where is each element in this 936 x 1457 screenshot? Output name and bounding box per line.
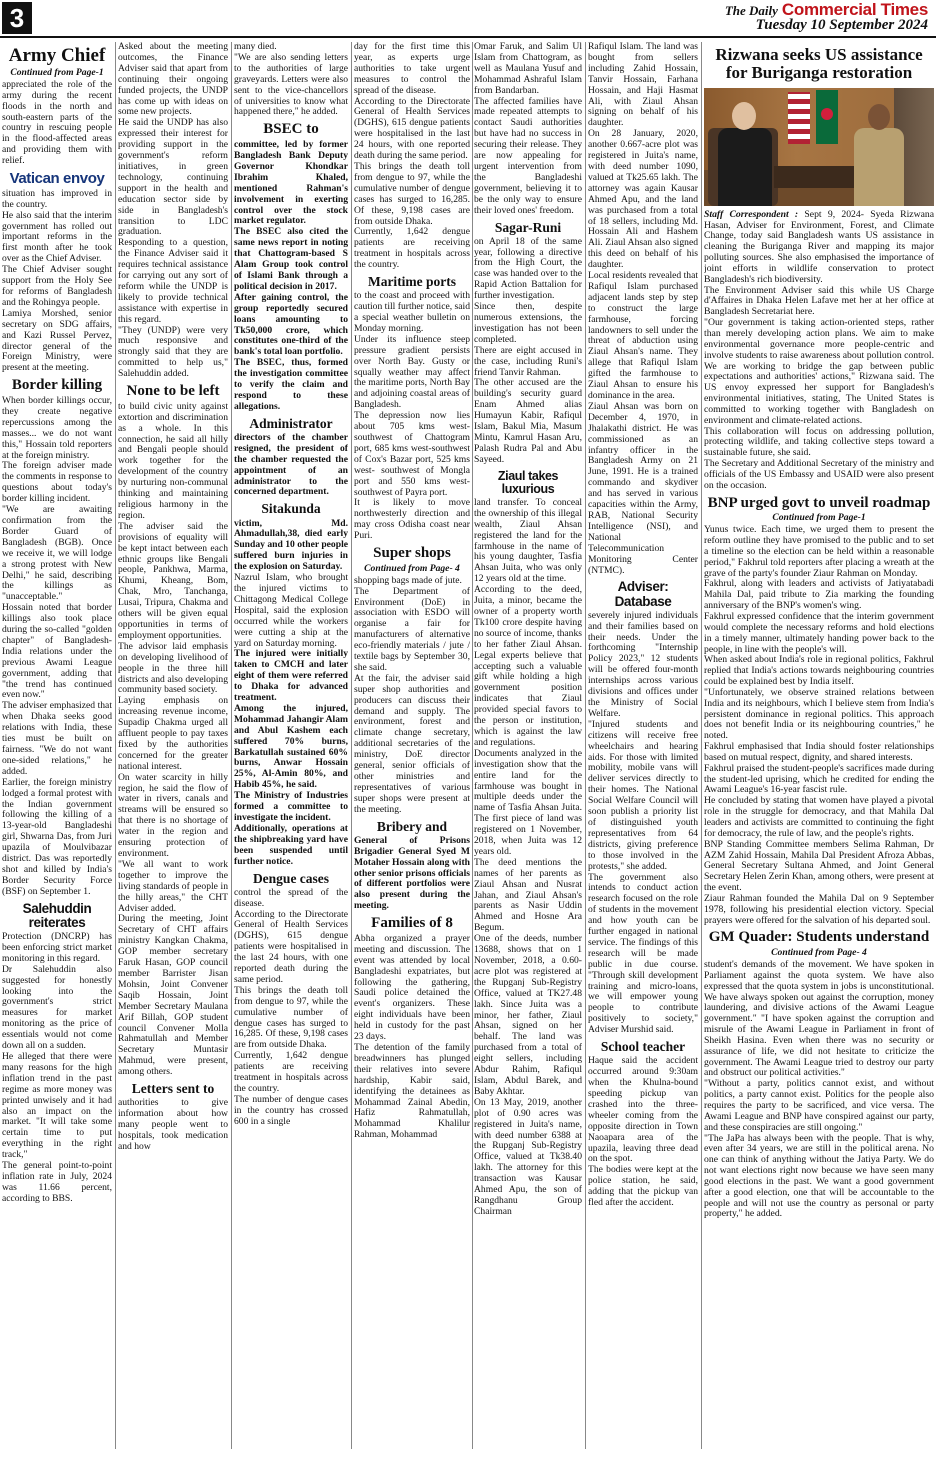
paragraph: The government also intends to conduct action research focused on the role of students in the movement and how youth can be further engaged in national service. The findings of this research will be made public in due course. "Through skill development training and micro-loans, we will empower young people to contribute positively to society," Adviser Murshid said. [588, 871, 698, 1036]
column-1 [2, 42, 112, 1449]
paragraph: The BSEC also cited the same news report in noting that Chattogram-based S Alam Group took control of Islami Bank through a political decision in 2017. [234, 226, 348, 292]
paragraph: The Department of Environment (DoE) in association with ESDO will organise a fair for manufacturers of alternative eco-friendly materials / jute / textile bags by September 30, she said. [354, 585, 470, 673]
headline-sagar-runi: Sagar-Runi [494, 219, 562, 235]
paragraph: On water scarcity in hilly region, he said the flow of water in rivers, canals and streams will be ensured so that there is no shortage of water in the region and ensuring protection of environment. [118, 771, 228, 859]
headline-super-shops: Super shops [373, 545, 451, 562]
paragraph: The foreign adviser made the comments in response to questions about today's border killing incident. [2, 460, 112, 505]
paragraph: Additionally, operations at the shipbreaking yard have been suspended until further notice. [234, 822, 348, 867]
headline-dengue-cases: Dengue cases [252, 870, 330, 886]
paragraph: "They (UNDP) were very much responsive and strongly said that they are committed to help us," Salehuddin added. [118, 324, 228, 380]
paragraph: Fakhrul emphasised that India should foster relationships based on mutual respect, dignity, and shared interests. [704, 741, 934, 763]
paragraph: Omar Faruk, and Salim Ul Islam from Chattogram, as well as Maulana Yusuf and Mohammad Ashraful Islam from Bandarban. [474, 42, 582, 96]
paragraph: There are eight accused in the case, including Runi's friend Tanvir Rahman. [474, 344, 582, 378]
paragraph: shopping bags made of jute. [354, 574, 462, 586]
paragraph: Ziaul Ahsan was born on December 4, 1970, in Jhalakathi district. He was commissioned as an infantry officer in the Bangladesh Army on 21 June, 1991. He is a trained commando and skydiver and has served in various capacities within the Army, RAB, National Security Intelligence (NSI), and National Telecommunication Monitoring Center (NTMC). [588, 400, 698, 576]
paragraph: The Environment Adviser said this while US Charge d'Affaires in Dhaka Helen Lafave met her at her office at Bangladesh Secretariat here. [704, 284, 934, 318]
paragraph: Asked about the meeting outcomes, the Finance Adviser said that apart from continuing their ongoing funded projects, the UNDP has come up with ideas on some new projects. [118, 42, 228, 118]
column-6 [588, 42, 698, 1449]
paragraph: Responding to a question, the Finance Adviser said it requires technical assistance for carrying out any sort of reform while the UNDP is likely to provide technical assistance with expertise in this regard. [118, 237, 228, 325]
column-3 [234, 42, 348, 1449]
paragraph: According to the Directorate General of Health Services (DGHS), 615 dengue patients were hospitalised in the last 24 hours, with one reported death during the same period. [234, 908, 348, 985]
paragraph: Local residents revealed that Rafiqul Islam purchased adjacent lands step by step to construct the large farmhouse, forcing landowners to sell under the threat of abduction using Ziaul Ahsan's name. They allege that Rafiqul Islam gifted the farmhouse to Ziaul Ahsan to ensure his dominance in the area. [588, 270, 698, 401]
paragraph: Dr Salehuddin also suggested for honestly looking into the government's strict measures for market monitoring as the price of essentials would not come down all on a sudden. [2, 963, 112, 1052]
newspaper-brand [725, 0, 928, 34]
headline-rizwana: Rizwana seeks US assistance for Buriganga restoration [715, 45, 923, 82]
headline-none-to-be-left: None to be left [126, 383, 220, 400]
paragraph: Laying emphasis on increasing revenue income, Supadip Chakma urged all affluent people to pay taxes fixed by the authorities concerned for the greater national interest. [118, 695, 228, 772]
us-flag-icon [788, 92, 810, 144]
paragraph: On 28 January, 2020, another 0.667-acre plot was registered in Juita's name, with deed number 1090, valued at Tk25.65 lakh. The attorney was again Kausar Ahmed Apu, and the land was purchased from a total of 18 sellers, including Md. Hossain Ali and Hashem Ali. Ziaul Ahsan also signed this deed on behalf of his daughter. [588, 128, 698, 271]
paragraph: victim, Md. Ahmadullah,38, died early Sunday and 10 other people suffered burn injuries in the explosion on Saturday. [234, 517, 348, 573]
continued-note: Continued from Page- 4 [364, 562, 460, 574]
paragraph: Among the injured, Mohammad Jahangir Alam and Abul Kashem each suffered 70% burns, Barkatullah sustained 60% burns, Anwar Hossain 25%, Al-Amin 80%, and Habib 45%, he said. [234, 702, 348, 791]
paragraph: The general point-to-point inflation rate in July, 2024 was 11.66 percent, according to BBS. [2, 1160, 112, 1204]
paragraph: "Without a party, politics cannot exist, and without politics, a party cannot exist. Politics for the people also requires the party to be sacrificed, and vice versa. The Awami League and BNP have conspired against our party, and these conspiracies are still ongoing." [704, 1078, 934, 1133]
paragraph: authorities to give information about how many people went to hospitals, took medication and how [118, 1097, 228, 1152]
paragraph: Ziaur Rahman founded the Mahila Dal on 9 September 1978, following his presidential election victory. Special prayers were offered for the salvation of his departed soul. [704, 892, 934, 926]
paragraph: This brings the death toll from dengue to 97, while the cumulative number of dengue cases has surged to 16,285. Of these, 9,198 cases are from outside Dhaka. [234, 984, 348, 1051]
paragraph: "Injured students and citizens will receive free wheelchairs and hearing aids. For those with limited mobility, mobile vans will deliver services directly to their homes. The National Social Welfare Council will soon publish a priority list of distinguished youth representatives from 64 districts, giving preference to those involved in the protests," she added. [588, 718, 698, 872]
paragraph: to build civic unity against extortion and discrimination as a whole. In this connection, he said all hilly and Bengali people should work together for the development of the country by nurturing non-communal thinking and maintaining religious harmony in the region. [118, 400, 228, 521]
column-7 [704, 42, 934, 1449]
headline-sitakunda: Sitakunda [261, 501, 321, 517]
paragraph: When border killings occur, they create negative repercussions among the masses... we do not want this," Hossain told reporters at the foreign ministry. [2, 395, 112, 461]
headline-bsec: BSEC to [263, 121, 319, 138]
page-number: 3 [2, 2, 32, 34]
paragraph: "We are also sending letters to the authorities of large graveyards. Letters were also sent to the vice-chancellors of universities to know what happened there," he added. [234, 51, 348, 118]
column-divider [585, 42, 586, 1449]
paragraph: "We all want to work together to improve the living standards of people in the hilly areas," the CHT Adviser added. [118, 858, 228, 914]
headline-bribery: Bribery and [376, 818, 448, 834]
paragraph: The Secretary and Additional Secretary of the ministry and officials of the US Embassy and USAID were also present on the occasion. [704, 458, 934, 491]
paragraph: "Unfortunately, we observe strained relations between India and its neighbours, which I believe stem from India's persistent dominance in regional politics. This approach does not benefit India or its neighbouring countries," he noted. [704, 686, 934, 742]
paragraph: He alleged that there were many reasons for the high inflation trend in the past regime as more money was printed unwisely and it had also an impact on the market. "It will take some certain time to put everything in the right track," [2, 1051, 112, 1161]
paragraph: The deed mentions the names of her parents as Ziaul Ahsan and Nusrat Jahan, and Ziaul Ahsan's parents as Nasir Uddin Ahmed and Hosne Ara Begum. [474, 856, 582, 934]
brand-prefix: The Daily [724, 3, 778, 18]
masthead-rule [0, 36, 936, 38]
paragraph: On 13 May, 2019, another plot of 0.90 acres was registered in Juita's name, with deed number 6388 at the Rupganj Sub-Registry Office, valued at Tk38.40 lakh. The attorney for this transaction was Kausar Ahmed Apu, the son of Rangdhanu Group Chairman [474, 1096, 582, 1217]
paragraph: The adviser said the provisions of equality will be kept intact between each ethnic groups like Bengali people, Pankhwa, Marma, Khumi, Kheang, Bom, Chak, Mro, Tanchanga, Lusai, Tripura, Chakma and others will be given equal opportunities in terms of employment opportunities. [118, 520, 228, 641]
paragraph: Protection (DNCRP) has been enforcing strict market monitoring in this regard. [2, 931, 112, 964]
paragraph: At the fair, the adviser said super shop authorities and producers can discuss their demand and supply. The environment, forest and climate change secretary, additional secretaries of the ministry, DoE director general, senior officials of other ministries and representatives of various super shops were present at the meeting. [354, 672, 470, 815]
column-4 [354, 42, 470, 1449]
paragraph: "Our government is taking action-oriented steps, rather than merely developing action plans. We aim to make environmental governance more people-centric and involve students to raise awareness about pollution control. We are working to bridge the gap between public expectations and authorities' actions," Rizwana said. The US envoy expressed her support for Bangladesh's environmental initiatives, stating, The United States is committed to working together with Bangladesh on environment and climate-related actions. [704, 317, 934, 426]
paragraph: He said the UNDP has also expressed their interest for providing support in the government's reform initiatives, in green technology, continuing support in the health and education sector side by side in Bangladesh's transition to LDC graduation. [118, 117, 228, 238]
paragraph: The advisor laid emphasis on developing livelihood of people in the three hill districts and also developing community based society. [118, 640, 228, 696]
headline-army-chief: Army Chief [8, 45, 106, 66]
paragraph: When asked about India's role in regional politics, Fakhrul replied that India's actions towards neighbouring countries could be explained best by India itself. [704, 654, 934, 688]
bangladesh-flag-icon [816, 90, 838, 144]
paragraph: The BSEC, thus, formed the investigation committee to verify the claim and respond to these allegations. [234, 357, 348, 412]
headline-administrator: Administrator [249, 415, 333, 431]
paragraph: Under its influence steep pressure gradient persists over North Bay. Gusty or squally weather may affect the maritime ports, North Bay and adjoining coastal areas of Bangladesh. [354, 333, 470, 411]
paragraph: Currently, 1,642 dengue patients are receiving treatment in hospitals across the country. [354, 226, 470, 271]
paragraph: "The JaPa has always been with the people. That is why, even after 34 years, we are still in the political arena. No one can think of anything without the Jatiya Party. We do not want elections right now because we have seen many good elections in the past. We want a good government after a good election, one that will be accountable to the people and will not use the country as personal or party property," he added. [704, 1132, 934, 1220]
paragraph: During the meeting, Joint Secretary of CHT affairs ministry Kangkan Chakma, GOP member secretary Faruk Hasan, GOP council member Barrister Jisan Mohsin, Joint Convener Saqib Hossain, Joint Member Secretary Maulana Arif Billah, GOP student council Convener Molla Rahmatullah and Member Secretary Muntasir Mahmud, were present, among others. [118, 913, 228, 1078]
paragraph: The adviser emphasized that when Dhaka seeks good relations with India, these ties must be built on fairness. "We do not want one-sided relations," he added. [2, 700, 112, 777]
headline-gm-quader: GM Quader: Students understand [708, 929, 930, 946]
paragraph: BNP Standing Committee members Selima Rahman, Dr AZM Zahid Hossain, Mahila Dal President Afroza Abbas, General Secretary Sultana Ahmed, and Joint General Secretary Helen Zerin Khan, among others, were present at the event. [704, 838, 934, 894]
paragraph: directors of the chamber resigned, the president of the chamber requested the appointment of an administrator to the concerned department. [234, 431, 348, 498]
news-photo [704, 88, 934, 206]
column-divider [231, 42, 232, 1449]
paragraph: The injured were initially taken to CMCH and later eight of them were referred to Dhaka for advanced treatment. [234, 648, 348, 704]
headline-bnp-roadmap: BNP urged govt to unveil roadmap [707, 494, 931, 511]
headline-border-killing: Border killing [11, 377, 103, 394]
paragraph: Nazrul Islam, who brought the injured victims to Chittagong Medical College Hospital, said the explosion occurred while the workers were cutting a ship at the yard on Saturday morning. [234, 572, 348, 649]
paragraph: The number of dengue cases in the country has crossed 600 in a single [234, 1093, 348, 1127]
paragraph: Fakhrul, along with leaders and activists of Jatiyatabadi Mahila Dal, paid tribute to Zia marking the founding anniversary of the BNP's women's wing. [704, 578, 934, 612]
headline-ziaul-luxurious: Ziaul takes luxurious [497, 468, 559, 496]
paragraph: The bodies were kept at the police station, he said, adding that the pickup van fled after the accident. [588, 1164, 698, 1209]
paragraph: Yunus twice. Each time, we urged them to present the reform outline they have promised to the public and to set a timeline so the election can be held within a reasonable period," Fakhrul told reporters after placing a wreath at the grave of the party's founder Ziaur Rahman on Monday. [704, 524, 934, 579]
paragraph: situation has improved in the country. [2, 187, 112, 210]
headline-vatican-envoy: Vatican envoy [9, 170, 105, 188]
masthead [0, 0, 936, 36]
paragraph: Fakhrul praised the student-people's sacrifices made during the student-led uprising, which he credited for ending the Awami League's 16-year fascist rule. [704, 762, 934, 796]
paragraph: This collaboration will focus on addressing pollution, protecting wildlife, and taking collective steps toward a sustainable future, she said. [704, 425, 934, 459]
column-divider [115, 42, 116, 1449]
paragraph: "We are awaiting confirmation from the Border Guard of Bangladesh (BGB). Once we receive it, we will lodge a strong protest with New Delhi," he said, describing the killings as "unacceptable." [2, 504, 112, 603]
headline-maritime-ports: Maritime ports [367, 274, 457, 290]
paragraph: He also said that the interim government has rolled out important reforms in the first month after he took over as the Chief Adviser. [2, 209, 112, 265]
paragraph: Lamiya Morshed, senior secretary on SDG affairs, and Kazi Russel Pervez, director general of the Foreign Ministry, were present at the meeting. [2, 307, 112, 374]
headline-salehuddin: Salehuddin reiterates [22, 900, 92, 930]
paragraph: land transfer. To conceal the ownership of this illegal wealth, Ziaul Ahsan registered the land for the farmhouse in the name of his young daughter, Tasfia Ahsan Juita, who was only 12 years old at the time. [474, 496, 582, 585]
paragraph: Currently, 1,642 dengue patients are receiving treatment in hospitals across the country. [234, 1050, 348, 1095]
paragraph: control the spread of the disease. [234, 886, 348, 909]
paragraph: The Chief Adviser sought support from the Holy See for reforms of Bangladesh and the Rohingya people. [2, 264, 112, 308]
paragraph-lead [704, 210, 934, 286]
headline-letters-sent: Letters sent to [131, 1081, 215, 1097]
paragraph: One of the deeds, number 13688, shows that on 1 November, 2018, a 0.60-acre plot was registered at the Rupganj Sub-Registry Office, valued at TK27.48 lakh. Since Juita was a minor, her father, Ziaul Ahsan, signed on her behalf. The land was purchased from a total of eight sellers, including Abdur Rahim, Rafiqul Islam, Abdul Barek, and Baby Akhtar. [474, 933, 582, 1097]
paragraph: The depression now lies about 705 kms west-southwest of Chattogram port, 685 kms west-southwest of Cox's Bazar port, 525 kms west- southwest of Mongla port and 550 kms west-southwest of Payra port. [354, 410, 470, 498]
paragraph: on April 18 of the same year, following a directive from the High Court, the case was handed over to the Rapid Action Battalion for further investigation. [474, 235, 582, 302]
paragraph: The affected families have made repeated attempts to contact Saudi authorities but have had no success in securing their release. They are now appealing for urgent intervention from the Bangladeshi government, believing it to be the only way to ensure their loved ones' freedom. [474, 95, 582, 216]
paragraph: He concluded by stating that women have played a pivotal role in the struggle for democracy, and that Mahila Dal leaders and activists are committed to continuing the fight for democracy, the rule of law, and the people's rights. [704, 795, 934, 839]
paragraph: The Ministry of Industries formed a committee to investigate the incident. [234, 790, 348, 823]
paragraph: Earlier, the foreign ministry lodged a formal protest with the Indian government following the killing of a 13-year-old Bangladeshi girl, Shwarna Das, from Juri upazila of Moulvibazar district. Das was reportedly shot and killed by India's Border Security Force (BSF) on September 1. [2, 776, 112, 897]
paragraph: This brings the death toll from dengue to 97, while the cumulative number of dengue cases has surged to 16,285. Of these, 9,198 cases are from outside Dhaka. [354, 160, 470, 227]
paragraph: The detention of the family breadwinners has plunged their relatives into severe hardship, Kabir said, identifying the detainees as Mohammad Zainal Abedin, Hafiz Rahmatullah, Mohammad Khalilur Rahman, Mohammad [354, 1041, 470, 1141]
paragraph: Abha organized a prayer meeting and discussion. The event was attended by local Bangladeshi expatriates, but following the gathering, Saudi police detained the event's organizers. These eight individuals have been held in custody for the past 23 days. [354, 932, 470, 1043]
column-divider [351, 42, 352, 1449]
paragraph: student's demands of the movement. We have spoken in Parliament against the quota system. We have also expressed that the quota system in jobs is unconstitutional. We have always spoken out against the corruption, money laundering, and divisive actions of the Awami League government." "I have spoken against the corruption and misrule of the Awami League in Parliament in front of Sheikh Hasina. Even when there was no security or assurance of life, we did not hesitate to criticize the government. The Awami League tried to destroy our party and obstruct our political activities." [704, 959, 934, 1079]
paragraph: Haque said the accident occurred around 9:30am when the Khulna-bound speeding pickup van crashed into the three-wheeler coming from the opposite direction in Town Naoapara area of the upazila, leaving three dead on the spot. [588, 1055, 698, 1165]
paragraph: Hossain noted that border killings also took place during the so-called "golden chapter" of Bangladesh-India relations under the previous Awami League government, adding that "the trend has continued even now." [2, 602, 112, 701]
publication-date: Tuesday 10 September 2024 [755, 17, 928, 33]
paragraph: appreciated the role of the army during the recent floods in the north and south-eastern parts of the country in rescuing people in the flood-affected areas and providing them with relief. [2, 78, 112, 167]
paragraph: General of Prisons Brigadier General Syed M Motaher Hossain along with other senior prisons officials of different portfolios were also present during the meeting. [354, 834, 470, 912]
continued-note: Continued from Page-1 [10, 66, 104, 78]
column-5 [474, 42, 582, 1449]
paragraph: Since then, despite numerous extensions, the investigation has not been completed. [474, 301, 582, 345]
paragraph: According to the Directorate General of Health Services (DGHS), 615 dengue patients were hospitalised in the last 24 hours, with one reported death during the same period. [354, 95, 470, 162]
headline-adviser-database: Adviser: Database [614, 579, 672, 609]
paragraph: Documents analyzed in the investigation show that the entire land for the farmhouse was bought in multiple deeds under the name of Tasfia Ahsan Juita. The first piece of land was registered on 1 November, 2018, when Juita was 12 years old. [474, 747, 582, 857]
paragraph: Fakhrul expressed confidence that the interim government would complete the necessary reforms and hold elections in a timely manner, ultimately handing power back to the people, in line with the people's will. [704, 610, 934, 655]
byline: Staff Correspondent : [704, 208, 799, 220]
paragraph: severely injured individuals and their families based on their needs. Under the forthcoming "Internship Policy 2023," 12 students will be offered four-month internships across various divisions and offices under the Ministry of Social Welfare. [588, 609, 698, 719]
paragraph: to the coast and proceed with caution till further notice, said a special weather bulletin on Monday morning. [354, 290, 470, 334]
paragraph: It is likely to move northwesterly direction and may cross Odisha coast near Puri. [354, 497, 470, 542]
continued-note: Continued from Page-1 [772, 512, 866, 524]
column-divider [701, 42, 702, 1449]
paragraph: According to the deed, Juita, a minor, became the owner of a property worth Tk100 crore despite having no source of income, thanks to her father Ziaul Ahsan. Legal experts believe that accepting such a valuable gift while holding a high government position indicates that Ziaul provided special favors to the person or institution, which is against the law and regulations. [474, 584, 582, 748]
brand-name: Commercial Times [781, 0, 928, 19]
continued-note: Continued from Page- 4 [771, 947, 867, 959]
column-2 [118, 42, 228, 1449]
paragraph: day for the first time this year, as experts urge authorities to take urgent measures to control the spread of the disease. [354, 42, 470, 96]
paragraph: Rafiqul Islam. The land was bought from sellers including Zahid Hossain, Tanvir Hossain, Farhana Hossain, and Haji Hasmat Ali, with Ziaul Ahsan signing on behalf of his daughter. [588, 42, 698, 129]
paragraph: many died. [234, 42, 277, 52]
paragraph: The other accused are the building's security guard Enam Ahmed alias Humayun Kabir, Rafiqul Islam, Bakul Mia, Masum Mintu, Kamrul Hasan Aru, Palash Rudra Pal and Abu Sayeed. [474, 377, 582, 465]
headline-families-of-8: Families of 8 [371, 915, 453, 932]
paragraph: committee, led by former Bangladesh Bank Deputy Governor Khondkar Ibrahim Khaled, mentioned Rahman's involvement in exerting control over the stock market regulator. [234, 139, 348, 227]
lead-text: Sept 9, 2024- Syeda Rizwana Hasan, Adviser for Environment, Forest, and Climate Change, today said Bangladesh wants US assistance in cleaning the Buriganga River and mapping its major polluting sources. She also emphasised the importance of joint efforts in wildlife conservation to protect Bangladesh's rich biodiversity. [704, 208, 934, 285]
headline-school-teacher: School teacher [600, 1039, 686, 1055]
paragraph: After gaining control, the group reportedly secured loans amounting to Tk50,000 crore, which constitutes one-third of the bank's total loan portfolio. [234, 291, 348, 358]
column-divider [472, 42, 473, 1449]
